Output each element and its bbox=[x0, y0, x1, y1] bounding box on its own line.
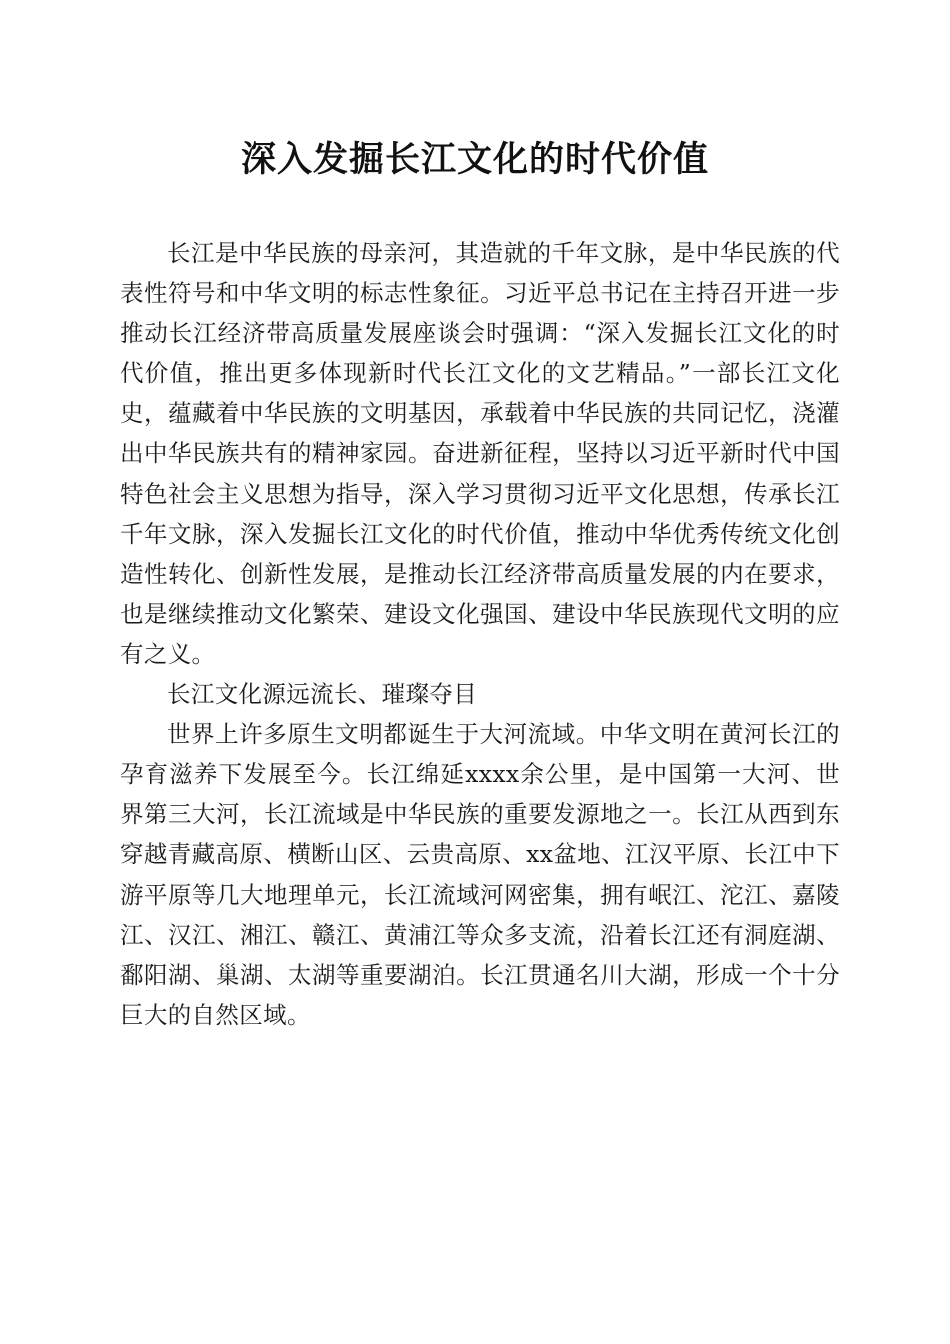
paragraph-geography: 世界上许多原生文明都诞生于大河流域。中华文明在黄河长江的孕育滋养下发展至今。长江绵延xxxx余公里，是中国第一大河、世界第三大河，长江流域是中华民族的重要发源地之一。长江从西到东穿越青藏高原、横断山区、云贵高原、xx盆地、江汉平原、长江中下游平原等几大地理单元，长江流域河网密集，拥有岷江、沱江、嘉陵江、汉江、湘江、赣江、黄浦江等众多支流，沿着长江还有洞庭湖、鄱阳湖、巢湖、太湖等重要湖泊。长江贯通名川大湖，形成一个十分巨大的自然区域。 bbox=[120, 720, 840, 1029]
paragraph-intro: 长江是中华民族的母亲河，其造就的千年文脉，是中华民族的代表性符号和中华文明的标志性象征。习近平总书记在主持召开进一步推动长江经济带高质量发展座谈会时强调：“深入发掘长江文化的时代价值，推出更多体现新时代长江文化的文艺精品。”一部长江文化史，蕴藏着中华民族的文明基因，承载着中华民族的共同记忆，浇灌出中华民族共有的精神家园。奋进新征程，坚持以习近平新时代中国特色社会主义思想为指导，深入学习贯彻习近平文化思想，传承长江千年文脉，深入发掘长江文化的时代价值，推动中华优秀传统文化创造性转化、创新性发展，是推动长江经济带高质量发展的内在要求，也是继续推动文化繁荣、建设文化强国、建设中华民族现代文明的应有之义。 bbox=[120, 239, 840, 668]
document-title: 深入发掘长江文化的时代价值 bbox=[240, 139, 709, 180]
section-heading: 长江文化源远流长、璀璨夺目 bbox=[167, 680, 478, 709]
document-body bbox=[120, 233, 840, 1035]
